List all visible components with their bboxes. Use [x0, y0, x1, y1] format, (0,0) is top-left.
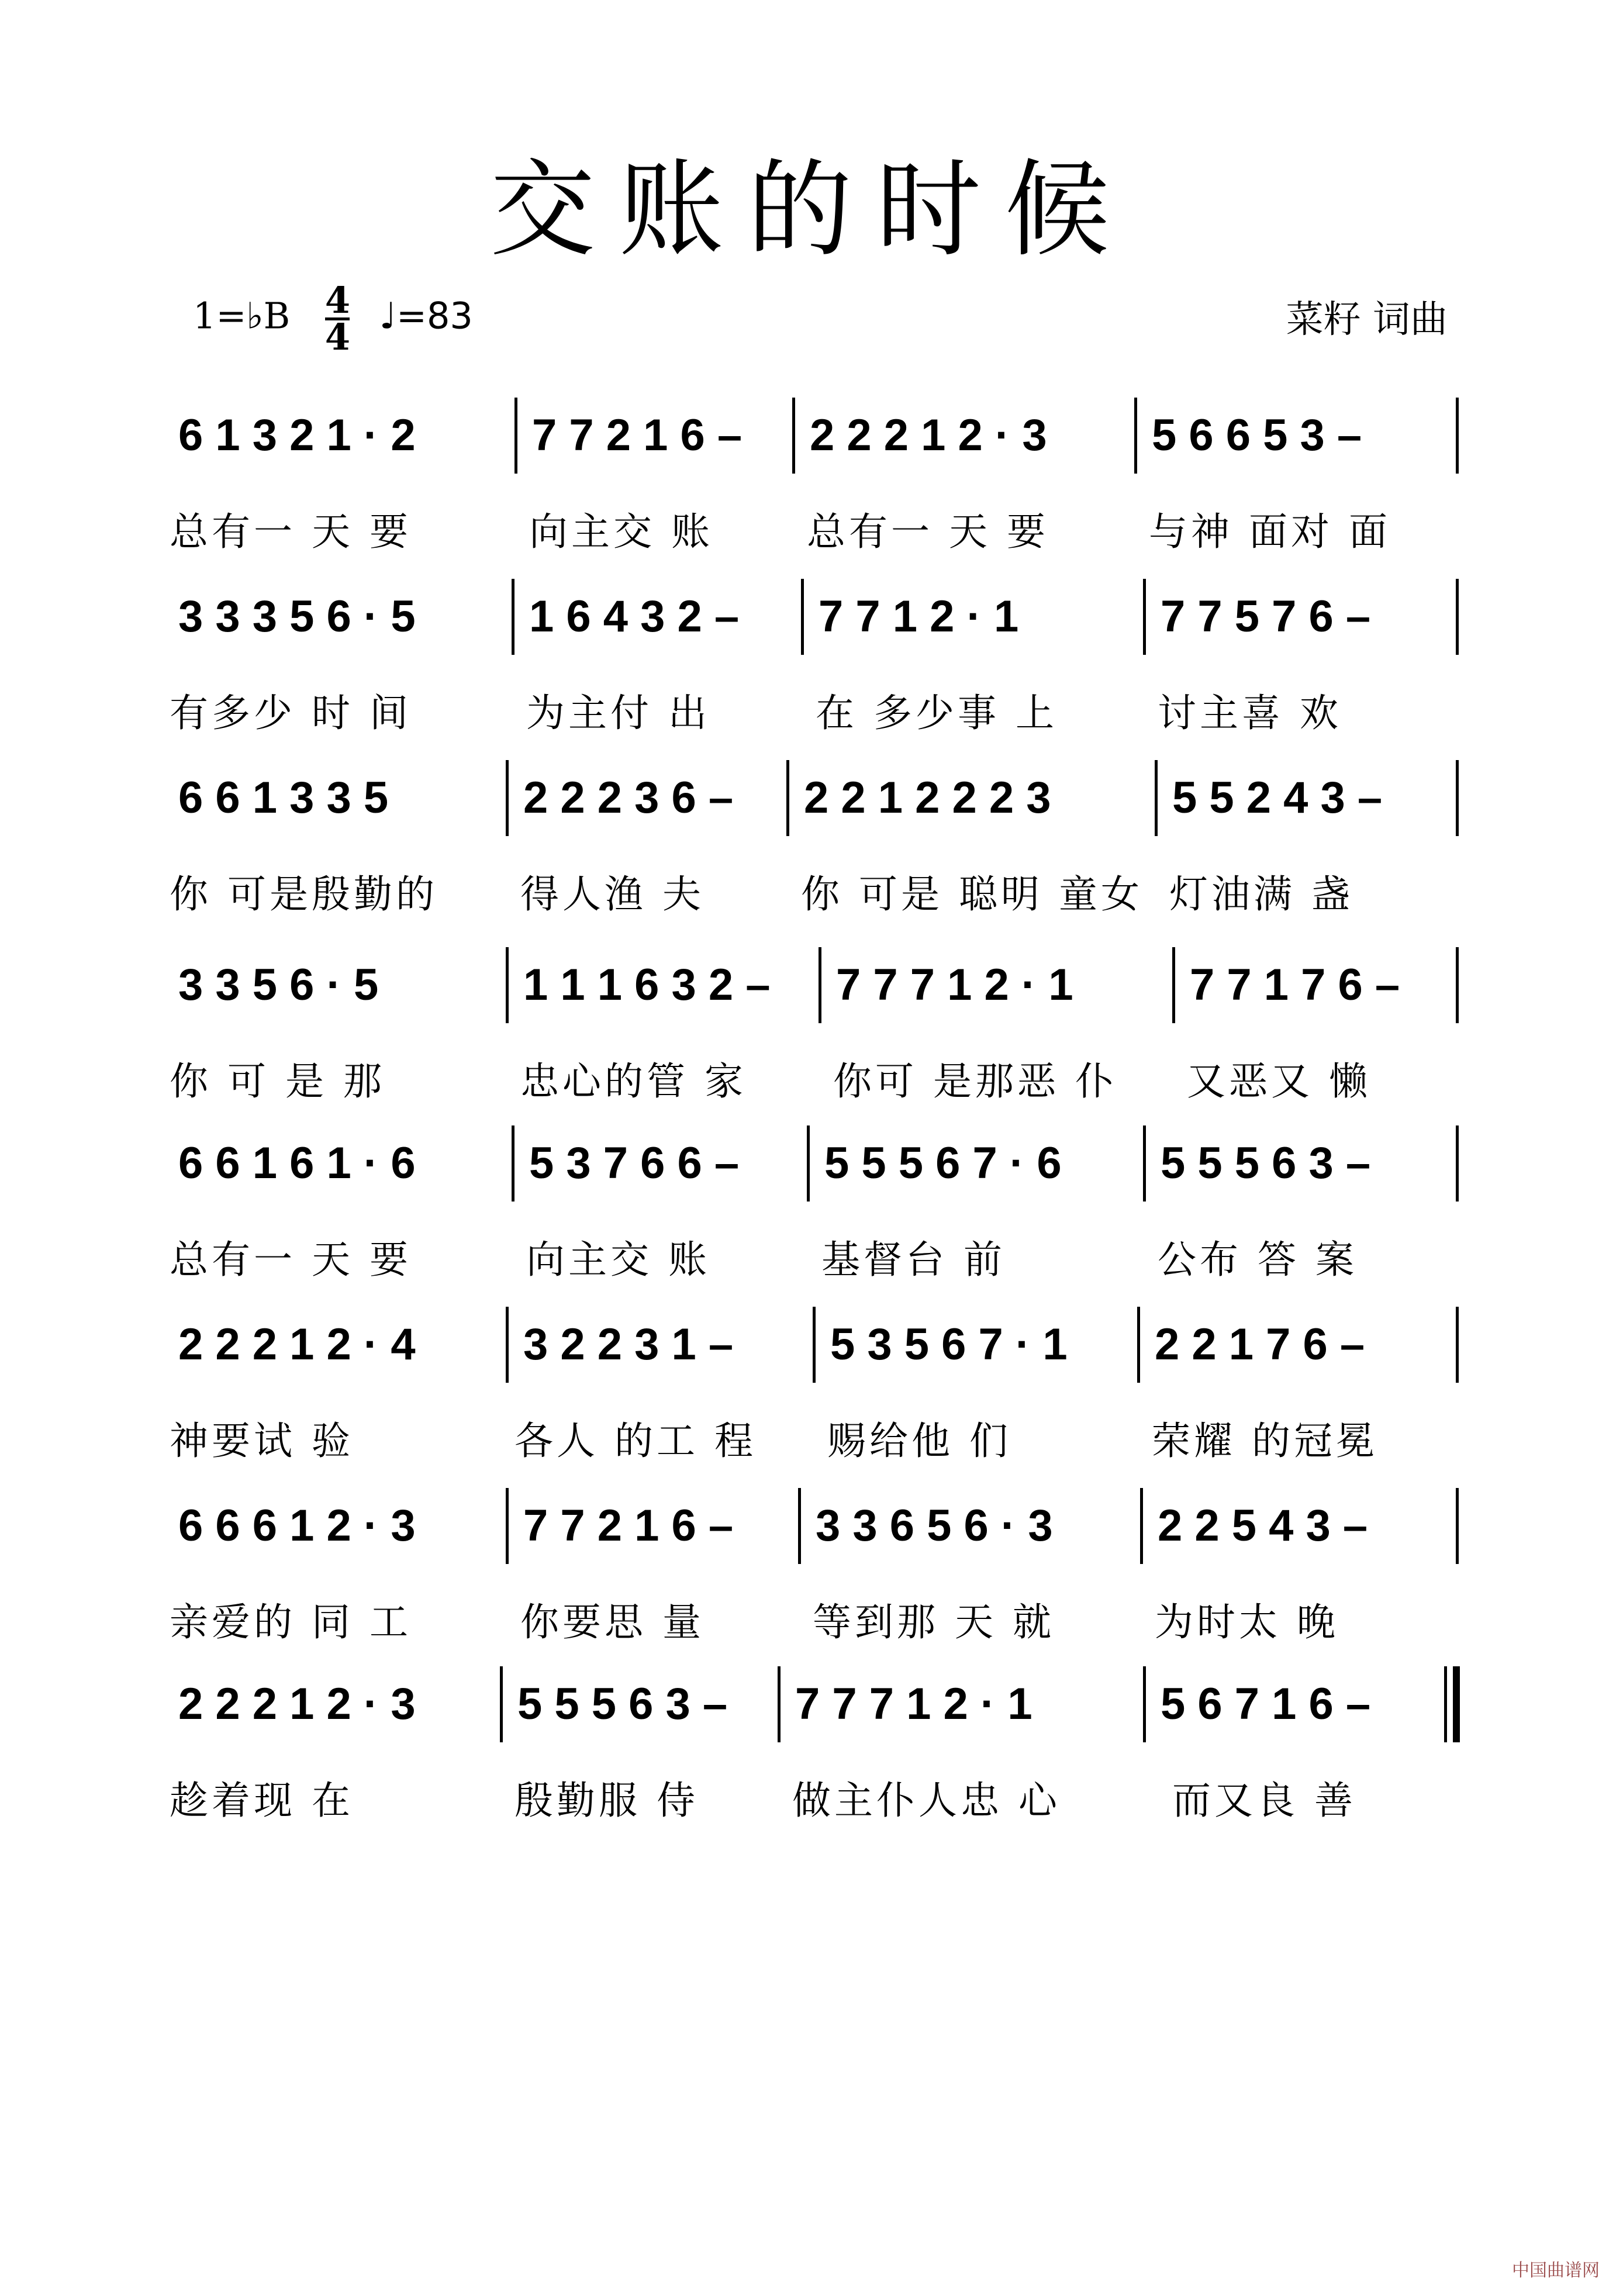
barline — [1456, 398, 1459, 474]
barline — [512, 1125, 514, 1201]
barline — [1456, 579, 1459, 655]
barline — [1172, 947, 1175, 1023]
system-5 — [170, 1125, 1462, 1301]
meter-top: 4 — [324, 279, 351, 322]
barline — [1456, 1307, 1459, 1383]
barline — [1134, 398, 1137, 474]
site-watermark: 中国曲谱网 — [1512, 2260, 1600, 2281]
notes-row — [170, 1488, 1462, 1564]
lyrics-row — [170, 1777, 1462, 1830]
lyric: 讨主喜 欢 — [1158, 690, 1342, 736]
lyrics-row — [170, 690, 1462, 743]
measure: 1 6 4 3 2 – — [529, 592, 740, 641]
lyric: 做主仆人忠 心 — [792, 1778, 1061, 1823]
score-header — [193, 279, 473, 358]
lyric: 趁着现 在 — [170, 1778, 354, 1823]
lyric: 得人渔 夫 — [520, 872, 705, 917]
tempo-marking: ♩=83 — [379, 294, 473, 337]
measure: 5 3 7 6 6 – — [529, 1138, 740, 1188]
lyrics-row — [170, 1237, 1462, 1289]
measure: 2 2 2 1 2 · 3 — [810, 410, 1047, 460]
lyric: 为主付 出 — [526, 690, 710, 736]
barline — [506, 1488, 509, 1564]
measure: 7 7 5 7 6 – — [1161, 592, 1371, 641]
barline — [1456, 1488, 1459, 1564]
lyric: 亲爱的 同 工 — [170, 1600, 412, 1645]
measure: 7 7 1 7 6 – — [1190, 960, 1400, 1010]
system-4 — [170, 947, 1462, 1123]
barline — [778, 1666, 781, 1742]
barline — [1137, 1307, 1140, 1383]
lyric: 灯油满 盏 — [1169, 872, 1353, 917]
measure: 6 6 1 6 1 · 6 — [178, 1138, 416, 1188]
measure: 5 6 7 1 6 – — [1161, 1679, 1371, 1729]
measure: 6 1 3 2 1 · 2 — [178, 410, 416, 460]
lyric: 各人 的工 程 — [514, 1418, 757, 1463]
measure: 1 1 1 6 3 2 – — [523, 960, 771, 1010]
lyric: 你 可是 聪明 童女 — [801, 872, 1143, 917]
measure: 6 6 1 3 3 5 — [178, 773, 389, 823]
measure: 2 2 1 2 2 2 3 — [804, 773, 1051, 823]
system-3 — [170, 760, 1462, 935]
measure: 5 5 2 4 3 – — [1172, 773, 1383, 823]
measure: 3 3 5 6 · 5 — [178, 960, 379, 1010]
lyric: 向主交 账 — [529, 509, 713, 554]
lyric: 基督台 前 — [821, 1237, 1006, 1282]
meter-bottom: 4 — [324, 316, 351, 358]
lyric: 忠心的管 家 — [520, 1059, 747, 1104]
notes-row — [170, 1307, 1462, 1383]
barline — [1143, 579, 1146, 655]
barline — [1140, 1488, 1143, 1564]
barline — [512, 579, 514, 655]
notes-row — [170, 579, 1462, 655]
measure: 3 3 6 5 6 · 3 — [816, 1501, 1053, 1551]
measure: 2 2 2 1 2 · 3 — [178, 1679, 416, 1729]
lyric: 你要思 量 — [520, 1600, 705, 1645]
lyric: 殷勤服 侍 — [514, 1778, 699, 1823]
barline — [506, 1307, 509, 1383]
lyric: 总有一 天 要 — [170, 1237, 412, 1282]
measure: 7 7 1 2 · 1 — [819, 592, 1019, 641]
lyrics-row — [170, 1599, 1462, 1652]
barline — [506, 760, 509, 836]
system-1 — [170, 398, 1462, 573]
notes-row — [170, 1666, 1462, 1742]
measure: 2 2 5 4 3 – — [1158, 1501, 1368, 1551]
final-barline-thin — [1444, 1666, 1447, 1742]
barline — [514, 398, 517, 474]
notes-row — [170, 1125, 1462, 1201]
barline — [506, 947, 509, 1023]
measure: 5 3 5 6 7 · 1 — [830, 1320, 1068, 1369]
measure: 2 2 1 7 6 – — [1155, 1320, 1365, 1369]
notes-row — [170, 947, 1462, 1023]
barline — [500, 1666, 503, 1742]
measure: 7 7 7 1 2 · 1 — [836, 960, 1073, 1010]
measure: 7 7 2 1 6 – — [532, 410, 743, 460]
barline — [819, 947, 821, 1023]
lyric: 为时太 晚 — [1155, 1600, 1339, 1645]
barline — [792, 398, 795, 474]
barline — [813, 1307, 816, 1383]
measure: 5 5 5 6 7 · 6 — [824, 1138, 1062, 1188]
song-title: 交账的时候 — [489, 149, 1133, 271]
lyrics-row — [170, 1418, 1462, 1470]
barline — [1155, 760, 1158, 836]
lyric: 神要试 验 — [170, 1418, 354, 1463]
lyric: 向主交 账 — [526, 1237, 710, 1282]
lyrics-row — [170, 871, 1462, 924]
lyric: 在 多少事 上 — [816, 690, 1058, 736]
composer-credit: 菜籽 词曲 — [1286, 298, 1448, 341]
final-barline-thick — [1453, 1666, 1460, 1742]
system-6 — [170, 1307, 1462, 1482]
lyric: 你 可 是 那 — [170, 1059, 385, 1104]
lyrics-row — [170, 1058, 1462, 1111]
measure: 3 2 2 3 1 – — [523, 1320, 734, 1369]
barline — [1143, 1666, 1146, 1742]
barline — [1456, 760, 1459, 836]
lyric: 等到那 天 就 — [813, 1600, 1055, 1645]
lyric: 赐给他 们 — [827, 1418, 1011, 1463]
key-signature: 1=♭B — [193, 294, 291, 337]
barline — [798, 1488, 801, 1564]
lyric: 你 可是殷勤的 — [170, 872, 438, 917]
measure: 6 6 6 1 2 · 3 — [178, 1501, 416, 1551]
system-2 — [170, 579, 1462, 754]
measure: 5 5 5 6 3 – — [517, 1679, 728, 1729]
lyric: 总有一 天 要 — [807, 509, 1049, 554]
measure: 5 5 5 6 3 – — [1161, 1138, 1371, 1188]
lyric: 与神 面对 面 — [1149, 509, 1391, 554]
measure: 2 2 2 3 6 – — [523, 773, 734, 823]
lyric: 有多少 时 间 — [170, 690, 412, 736]
time-signature — [324, 279, 351, 358]
lyric: 荣耀 的冠冕 — [1152, 1418, 1378, 1463]
measure: 7 7 7 1 2 · 1 — [795, 1679, 1032, 1729]
lyric: 而又良 善 — [1172, 1778, 1356, 1823]
lyric: 总有一 天 要 — [170, 509, 412, 554]
barline — [801, 579, 804, 655]
measure: 3 3 3 5 6 · 5 — [178, 592, 416, 641]
barline — [1456, 947, 1459, 1023]
lyric: 又恶又 懒 — [1187, 1059, 1371, 1104]
barline — [1456, 1125, 1459, 1201]
notes-row — [170, 398, 1462, 474]
lyric: 公布 答 案 — [1158, 1237, 1358, 1282]
notes-row — [170, 760, 1462, 836]
measure: 7 7 2 1 6 – — [523, 1501, 734, 1551]
lyric: 你可 是那恶 仆 — [833, 1059, 1117, 1104]
barline — [786, 760, 789, 836]
barline — [1143, 1125, 1146, 1201]
measure: 5 6 6 5 3 – — [1152, 410, 1362, 460]
measure: 2 2 2 1 2 · 4 — [178, 1320, 416, 1369]
lyrics-row — [170, 509, 1462, 561]
system-7 — [170, 1488, 1462, 1663]
system-8 — [170, 1666, 1462, 1842]
barline — [807, 1125, 810, 1201]
